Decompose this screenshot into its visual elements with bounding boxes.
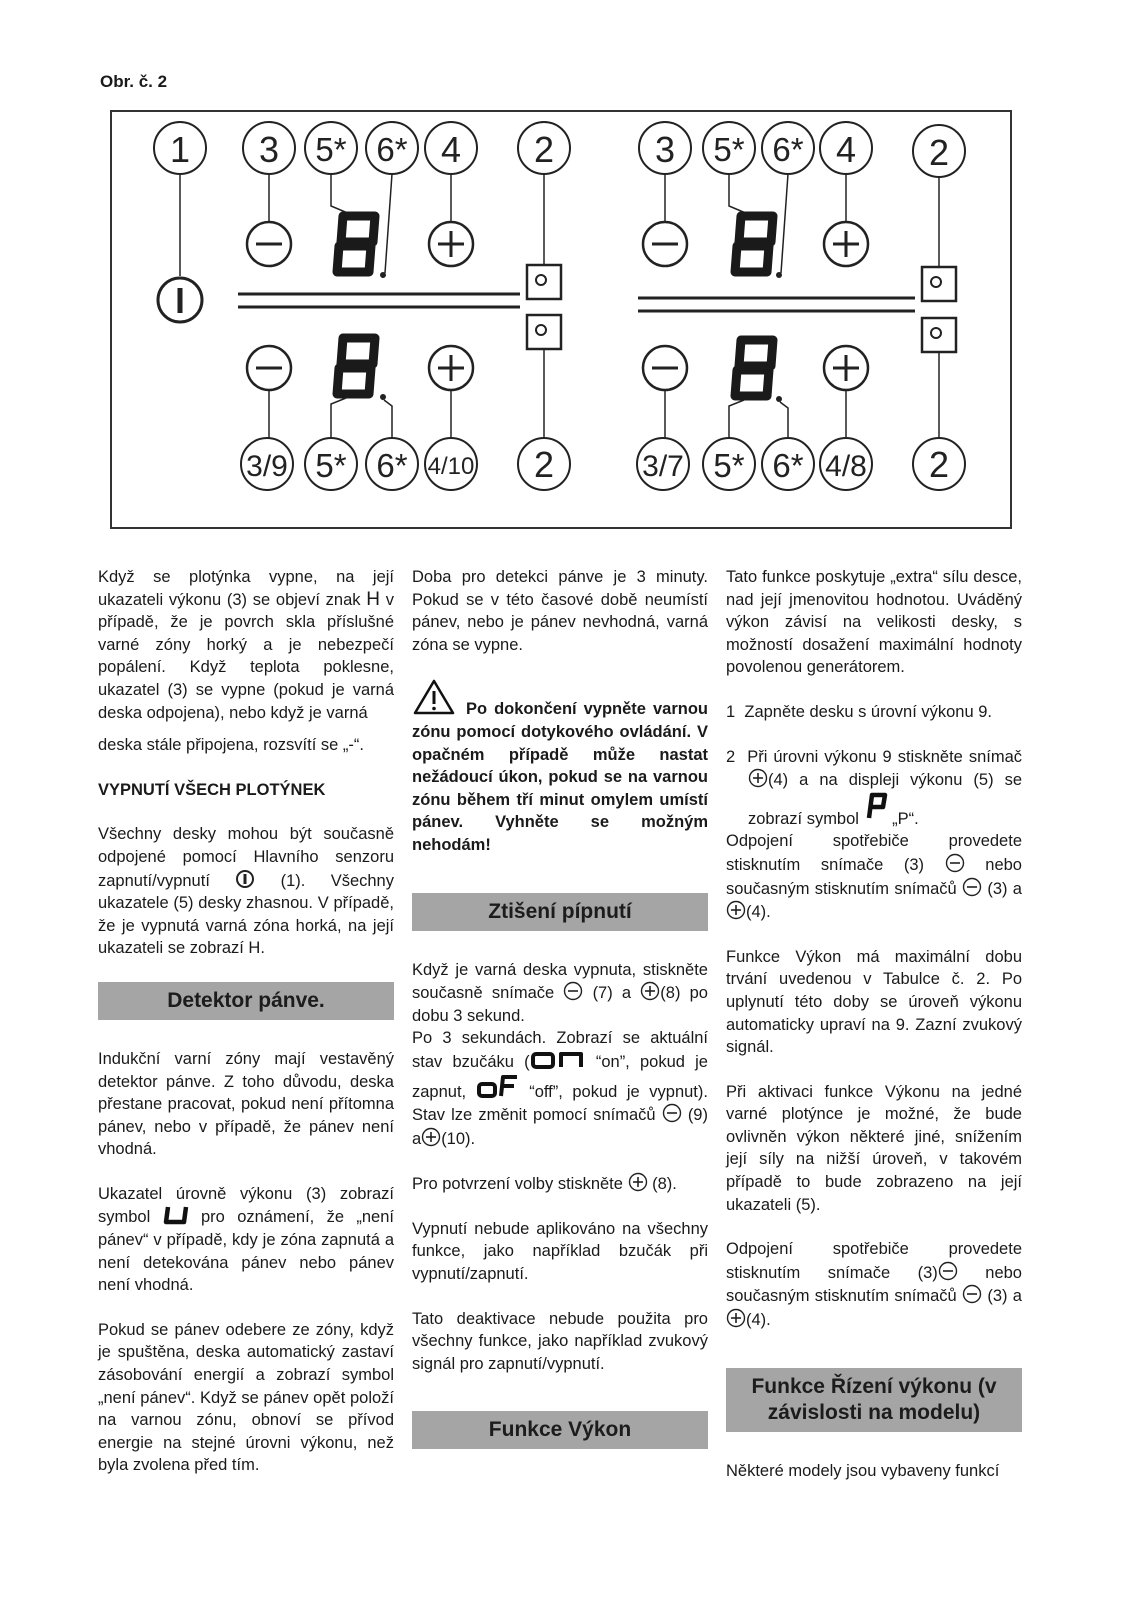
plus-icon (429, 222, 473, 266)
callout-right-bottom-6: 6* (772, 447, 804, 484)
minus-sensor-icon (962, 877, 982, 897)
label-circle-4 (820, 122, 872, 174)
paragraph: Všechny desky mohou být současně odpojené pomocí Hlavního senzoru zapnutí/vypnutí (1). Všechny ukazatele (5) desky zhasnou. V případě, že je vypnutá varná zóna horká, na její ukazateli se zobrazí H. (98, 825, 394, 958)
warning-paragraph: Po dokončení vypněte varnou zónu pomocí dotykového ovládání. V opačném případě může nastat nežádoucí úkon, pokud se na varnou zónu během tří minut omylem umístí pánev. Vyhněte se možným nehodám! (412, 678, 708, 856)
callout-left-bottom-3-9: 3/9 (246, 450, 288, 483)
callout-right-bottom-3-7: 3/7 (642, 450, 684, 483)
callout-left-bottom-2: 2 (533, 444, 555, 485)
callout-right-top-2: 2 (928, 132, 950, 173)
power-level-digit (735, 216, 773, 272)
off-display-icon (476, 1074, 520, 1100)
label-circle-6 (762, 438, 814, 490)
zone-select-icon (527, 265, 561, 299)
zone-select-icon (527, 315, 561, 349)
minus-icon (643, 222, 687, 266)
steps-list (726, 701, 1022, 830)
plus-sensor-icon (726, 900, 746, 920)
minus-sensor-icon (563, 981, 583, 1001)
callout-left-top-1: 1 (169, 129, 191, 170)
callout-right-top-4: 4 (835, 129, 857, 170)
minus-icon (247, 222, 291, 266)
paragraph: Některé modely jsou vybaveny funkcí (726, 1461, 1000, 1480)
minus-icon (247, 346, 291, 390)
power-level-digit (735, 340, 773, 396)
power-icon (158, 278, 202, 322)
label-circle-3 (639, 122, 691, 174)
minus-icon (643, 346, 687, 390)
paragraph: Doba pro detekci pánve je 3 minuty. Pokud se v této časové době neumístí pánev, nebo je pánev nevhodná, varná zóna se vypne. (412, 568, 708, 654)
minus-sensor-icon (938, 1261, 958, 1281)
paragraph: Když je varná deska vypnuta, stiskněte současně snímače (7) a (8) po dobu 3 sekund. Po 3 sekundách. Zobrazí se aktuální stav bzučáku ( “on”, pokud je zapnut, “off”, pokud je vypnut). Stav lze změnit pomocí snímačů (9) a (10). (412, 960, 708, 1148)
paragraph: Odpojení spotřebiče provedete stisknutím snímače (3) nebo současným stisknutím snímačů (3) a(4). (726, 1240, 1022, 1330)
label-circle-4-8 (820, 438, 872, 490)
section-bar-detektor: Detektor pánve. (98, 982, 394, 1020)
callout-right-bottom-2: 2 (928, 444, 950, 485)
callout-left-top-5: 5* (315, 131, 347, 168)
minus-sensor-icon (962, 1284, 982, 1304)
label-circle-6 (762, 122, 814, 174)
label-circle-5 (305, 438, 357, 490)
label-circle-2 (913, 438, 965, 490)
section-bar-ztiseni: Ztišení pípnutí (412, 893, 708, 931)
paragraph: Vypnutí nebude aplikováno na všechny funkce, jako například bzučák při vypnutí/zapnutí. (412, 1219, 708, 1284)
p-display-icon (864, 792, 888, 822)
power-level-digit (337, 338, 375, 394)
paragraph: Ukazatel úrovně výkonu (3) zobrazí symbol pro oznámení, že „není pánev“ v případě, kdy je zóna zapnutá a není detekována pánev nebo pánev není vhodná. (98, 1184, 394, 1295)
label-circle-6 (366, 122, 418, 174)
label-circle-4 (425, 122, 477, 174)
symbol-h: H (366, 588, 380, 610)
callout-right-top-6: 6* (772, 131, 804, 168)
label-circle-1 (154, 122, 206, 174)
label-circle-2 (518, 122, 570, 174)
callout-left-top-4: 4 (440, 129, 462, 170)
section-bar-funkce-vykon: Funkce Výkon (412, 1411, 708, 1449)
label-circle-3-7 (637, 438, 689, 490)
left-panel (154, 122, 570, 490)
zone-select-icon (922, 318, 956, 352)
paragraph: Indukční varní zóny mají vestavěný detektor pánve. Z toho důvodu, deska přestane pracovat, pokud není přítomna pánev, nebo v případě, že pánev není vhodná. (98, 1049, 394, 1159)
paragraph: Tato deaktivace nebude použita pro všechny funkce, jako například zvukový signál pro zapnutí/vypnutí. (412, 1309, 708, 1373)
power-icon (235, 869, 255, 889)
paragraph: Když se plotýnka vypne, na její ukazateli výkonu (3) se objeví znak H v případě, že je povrch skla příslušné varné zóny horký a je nebezpečí popálení. Když teplota poklesne, ukazatel (3) se vypne (pokud je varná deska odpojena), nebo když je varná (98, 568, 394, 722)
paragraph: Odpojení spotřebiče provedete stisknutím snímače (3) nebo současným stisknutím snímačů (3) a(4). (726, 832, 1022, 922)
right-panel (637, 122, 965, 490)
plus-icon (429, 346, 473, 390)
control-panel-diagram (110, 110, 1012, 530)
plus-sensor-icon (421, 1127, 441, 1147)
callout-left-top-6: 6* (376, 131, 408, 168)
plus-sensor-icon (748, 768, 768, 788)
callout-left-top-3: 3 (258, 129, 280, 170)
plus-icon (824, 222, 868, 266)
plus-sensor-icon (726, 1308, 746, 1328)
warning-icon (412, 678, 456, 716)
label-circle-5 (305, 122, 357, 174)
callout-right-bottom-4-8: 4/8 (825, 450, 867, 483)
paragraph: deska stále připojena, rozsvítí se „-“. (98, 736, 364, 755)
on-display-icon (530, 1050, 586, 1070)
paragraph: Pokud se pánev odebere ze zóny, když je spuštěna, deska automatický zastaví zásobování energií a zobrazí symbol „není pánev“. Když se pánev opět položí na varnou zónu, obnoví se přívod energie na stejné úrovni výkonu, než byla zvolena před tím. (98, 1320, 394, 1475)
label-circle-2 (913, 125, 965, 177)
callout-left-bottom-6: 6* (376, 447, 408, 484)
plus-sensor-icon (628, 1172, 648, 1192)
minus-sensor-icon (945, 853, 965, 873)
callout-right-top-3: 3 (654, 129, 676, 170)
column-2 (412, 566, 708, 1477)
paragraph: Tato funkce poskytuje „extra“ sílu desce, nad její jmenovitou hodnotou. Uváděný výkon závisí na velikosti desky, s možností dosažení maximální hodnoty povolenou generátorem. (726, 568, 1022, 677)
label-circle-3-9 (241, 438, 293, 490)
label-circle-5 (703, 122, 755, 174)
no-pan-symbol-icon (163, 1205, 189, 1225)
figure-label: Obr. č. 2 (100, 72, 168, 91)
section-bar-rizeni-vykonu: Funkce Řízení výkonu (v závislosti na modelu) (726, 1368, 1022, 1432)
label-circle-4-10 (425, 438, 477, 490)
minus-sensor-icon (662, 1103, 682, 1123)
column-3 (726, 566, 1022, 1504)
callout-left-bottom-4-10: 4/10 (427, 453, 475, 480)
label-circle-2 (518, 438, 570, 490)
power-level-digit (337, 216, 375, 272)
label-circle-5 (703, 438, 755, 490)
paragraph: Při aktivaci funkce Výkonu na jedné varné plotýnce je možné, že bude ovlivněn výkon některé jiné, snížením její síly na nižší úroveň, v takovém případě to bude zobrazeno na její ukazateli (5). (726, 1082, 1022, 1214)
plus-icon (824, 346, 868, 390)
label-circle-6 (366, 438, 418, 490)
label-circle-3 (243, 122, 295, 174)
list-item: 2 Při úrovni výkonu 9 stiskněte snímač(4) a na displeji výkonu (5) se zobrazí symbol „P“. (726, 747, 1023, 828)
callout-left-top-2: 2 (533, 129, 555, 170)
callout-right-top-5: 5* (713, 131, 745, 168)
section-heading: VYPNUTÍ VŠECH PLOTÝNEK (98, 780, 326, 799)
callout-right-bottom-5: 5* (713, 447, 745, 484)
zone-select-icon (922, 267, 956, 301)
list-item: 1 Zapněte desku s úrovní výkonu 9. (726, 702, 993, 721)
paragraph: Funkce Výkon má maximální dobu trvání uvedenou v Tabulce č. 2. Po uplynutí této doby se úroveň výkonu automaticky upraví na 9. Zazní zvukový signál. (726, 947, 1022, 1057)
column-1 (98, 566, 394, 1499)
callout-left-bottom-5: 5* (315, 447, 347, 484)
plus-sensor-icon (640, 981, 660, 1001)
paragraph: Pro potvrzení volby stiskněte (8). (412, 1172, 708, 1196)
